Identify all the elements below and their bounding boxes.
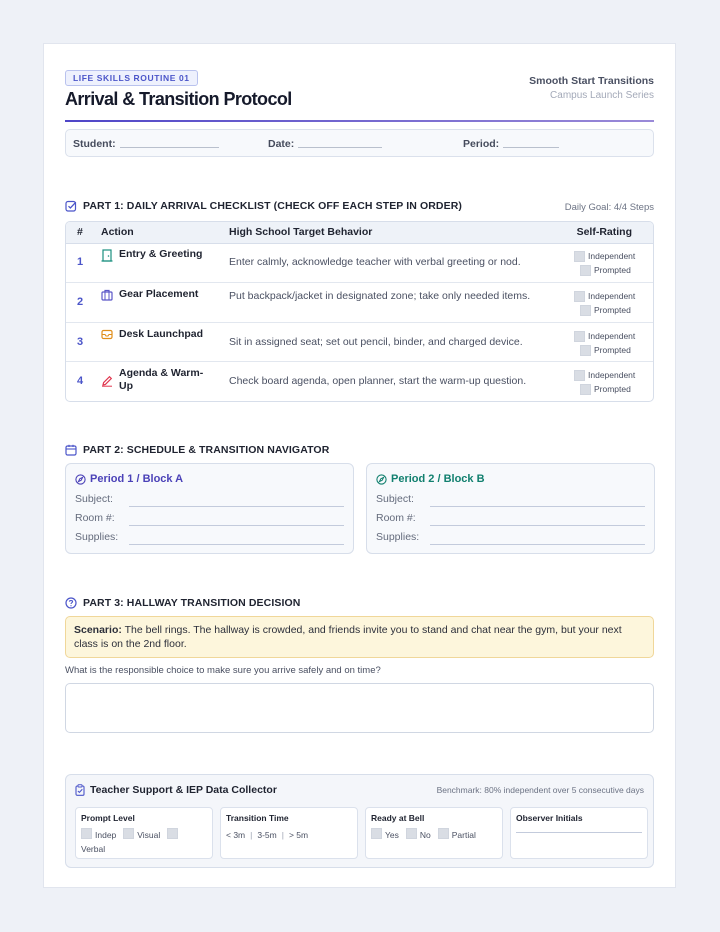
student-info-bar xyxy=(65,129,654,157)
routine-badge: LIFE SKILLS ROUTINE 01 xyxy=(65,70,198,86)
benchmark-text: Benchmark: 80% independent over 5 consecutive days xyxy=(436,785,644,795)
row-action: Entry & Greeting xyxy=(119,248,203,260)
option-checkbox[interactable] xyxy=(406,828,417,839)
option-label: Partial xyxy=(451,830,476,840)
rating-prompted[interactable] xyxy=(580,303,635,317)
rating-checkbox[interactable] xyxy=(580,384,591,395)
period-card-2 xyxy=(366,463,655,554)
room-label: Room #: xyxy=(376,512,416,524)
date-label: Date: xyxy=(268,138,295,150)
col-action: Action xyxy=(101,226,134,238)
supplies-line[interactable] xyxy=(129,544,344,545)
row-target: Sit in assigned seat; set out pencil, binder, and charged device. xyxy=(229,336,523,348)
period-field[interactable] xyxy=(463,138,559,150)
part1-heading-text: PART 1: DAILY ARRIVAL CHECKLIST (CHECK OFF EACH STEP IN ORDER) xyxy=(83,200,462,212)
rating-independent[interactable] xyxy=(574,249,635,263)
rating-label: Independent xyxy=(588,291,636,301)
subject-line[interactable] xyxy=(430,506,645,507)
period-card-1 xyxy=(65,463,354,554)
row-target: Enter calmly, acknowledge teacher with verbal greeting or nod. xyxy=(229,256,521,268)
door-icon xyxy=(101,249,113,262)
option-checkbox[interactable] xyxy=(81,828,92,839)
option-label: Verbal xyxy=(81,844,106,854)
teacher-data-panel xyxy=(65,774,654,868)
rating-checkbox[interactable] xyxy=(574,370,585,381)
period-card-title xyxy=(376,473,485,485)
daily-goal: Daily Goal: 4/4 Steps xyxy=(564,202,654,213)
rating-label: Prompted xyxy=(594,384,631,394)
self-rating xyxy=(574,329,635,357)
self-rating xyxy=(574,249,635,277)
rating-label: Prompted xyxy=(594,345,631,355)
rating-label: Independent xyxy=(588,331,636,341)
transition-time-options: < 3m | 3-5m | > 5m xyxy=(226,830,309,840)
self-rating xyxy=(574,368,635,396)
period-title-text: Period 2 / Block B xyxy=(391,473,485,485)
part1-heading xyxy=(65,200,462,212)
date-line[interactable] xyxy=(298,147,382,148)
part3-heading-text: PART 3: HALLWAY TRANSITION DECISION xyxy=(83,597,301,609)
rating-independent[interactable] xyxy=(574,289,635,303)
calendar-icon xyxy=(65,444,77,456)
help-circle-icon xyxy=(65,597,77,609)
clipboard-check-icon xyxy=(75,784,85,796)
observer-initials-title: Observer Initials xyxy=(516,813,583,823)
rating-label: Prompted xyxy=(594,265,631,275)
room-label: Room #: xyxy=(75,512,115,524)
student-label: Student: xyxy=(73,138,116,150)
rating-independent[interactable] xyxy=(574,329,635,343)
transition-time-card xyxy=(220,807,358,859)
teacher-panel-title xyxy=(75,784,277,796)
scenario-text: The bell rings. The hallway is crowded, and friends invite you to stand and chat near the gym, but your next class is on the 2nd floor. xyxy=(74,624,622,650)
period-line[interactable] xyxy=(503,147,559,148)
rating-label: Independent xyxy=(588,370,636,380)
table-header xyxy=(66,222,653,244)
option-label[interactable]: > 5m xyxy=(288,830,309,840)
prompt-level-options xyxy=(81,828,208,856)
rating-prompted[interactable] xyxy=(580,343,635,357)
scenario-label: Scenario: xyxy=(74,624,122,636)
ready-options xyxy=(371,828,498,842)
option-label: No xyxy=(419,830,431,840)
option-label: Indep xyxy=(95,830,117,840)
teacher-title-text: Teacher Support & IEP Data Collector xyxy=(90,784,277,796)
col-rating: Self-Rating xyxy=(576,226,632,238)
rating-label: Prompted xyxy=(594,305,631,315)
answer-textarea[interactable] xyxy=(65,683,654,733)
supplies-label: Supplies: xyxy=(376,531,420,543)
table-row xyxy=(66,323,653,362)
subject-label: Subject: xyxy=(75,493,113,505)
period-card-title xyxy=(75,473,183,485)
table-row xyxy=(66,362,653,402)
part3-heading xyxy=(65,597,300,609)
rating-prompted[interactable] xyxy=(580,382,635,396)
rating-checkbox[interactable] xyxy=(574,331,585,342)
scenario-box xyxy=(65,616,654,658)
observer-initials-card xyxy=(510,807,648,859)
table-row xyxy=(66,283,653,323)
rating-checkbox[interactable] xyxy=(580,265,591,276)
rating-checkbox[interactable] xyxy=(574,291,585,302)
page-title: Arrival & Transition Protocol xyxy=(65,89,292,109)
rating-checkbox[interactable] xyxy=(580,305,591,316)
option-checkbox[interactable] xyxy=(371,828,382,839)
supplies-line[interactable] xyxy=(430,544,645,545)
row-number: 3 xyxy=(77,336,84,348)
series-subtitle: Campus Launch Series xyxy=(550,90,654,101)
part2-heading-text: PART 2: SCHEDULE & TRANSITION NAVIGATOR xyxy=(83,444,330,456)
row-action: Desk Launchpad xyxy=(119,328,204,340)
ready-at-bell-title: Ready at Bell xyxy=(371,813,425,823)
room-line[interactable] xyxy=(129,525,344,526)
pencil-icon xyxy=(101,375,113,387)
row-number: 4 xyxy=(77,375,84,387)
option-checkbox[interactable] xyxy=(123,828,134,839)
row-action: Agenda & Warm-Up xyxy=(119,367,204,392)
table-row xyxy=(66,243,653,283)
self-rating xyxy=(574,289,635,317)
header-divider xyxy=(65,120,654,122)
backpack-icon xyxy=(101,289,113,301)
period-label: Period: xyxy=(463,138,500,150)
row-number: 2 xyxy=(77,296,84,308)
row-number: 1 xyxy=(77,256,84,268)
student-field[interactable] xyxy=(73,138,219,150)
supplies-label: Supplies: xyxy=(75,531,119,543)
col-target: High School Target Behavior xyxy=(229,226,373,238)
decision-question: What is the responsible choice to make sure you arrive safely and on time? xyxy=(65,665,381,676)
option-checkbox[interactable] xyxy=(438,828,449,839)
room-line[interactable] xyxy=(430,525,645,526)
rating-checkbox[interactable] xyxy=(574,251,585,262)
compass-icon xyxy=(75,474,86,485)
initials-line[interactable] xyxy=(516,832,642,833)
arrival-checklist-table xyxy=(65,221,654,402)
rating-independent[interactable] xyxy=(574,368,635,382)
transition-time-title: Transition Time xyxy=(226,813,289,823)
date-field[interactable] xyxy=(268,138,382,150)
option-label: Visual xyxy=(137,830,161,840)
option-label[interactable]: < 3m xyxy=(226,830,246,840)
rating-checkbox[interactable] xyxy=(580,345,591,356)
rating-label: Independent xyxy=(588,251,636,261)
series-title: Smooth Start Transitions xyxy=(529,75,654,87)
student-line[interactable] xyxy=(120,147,219,148)
option-checkbox[interactable] xyxy=(167,828,178,839)
option-label: Yes xyxy=(385,830,399,840)
option-label[interactable]: 3-5m xyxy=(257,830,277,840)
col-num: # xyxy=(77,226,83,238)
period-title-text: Period 1 / Block A xyxy=(90,473,184,485)
row-target: Check board agenda, open planner, start the warm-up question. xyxy=(229,375,527,387)
ready-at-bell-card xyxy=(365,807,503,859)
inbox-icon xyxy=(101,329,113,340)
rating-prompted[interactable] xyxy=(580,263,635,277)
worksheet-page xyxy=(43,43,676,888)
prompt-level-card xyxy=(75,807,213,859)
checkbox-icon xyxy=(65,200,77,212)
prompt-level-title: Prompt Level xyxy=(81,813,135,823)
subject-label: Subject: xyxy=(376,493,414,505)
part2-heading xyxy=(65,444,329,456)
row-target: Put backpack/jacket in designated zone; take only needed items. xyxy=(229,290,531,302)
subject-line[interactable] xyxy=(129,506,344,507)
row-action: Gear Placement xyxy=(119,288,199,300)
compass-icon xyxy=(376,474,387,485)
